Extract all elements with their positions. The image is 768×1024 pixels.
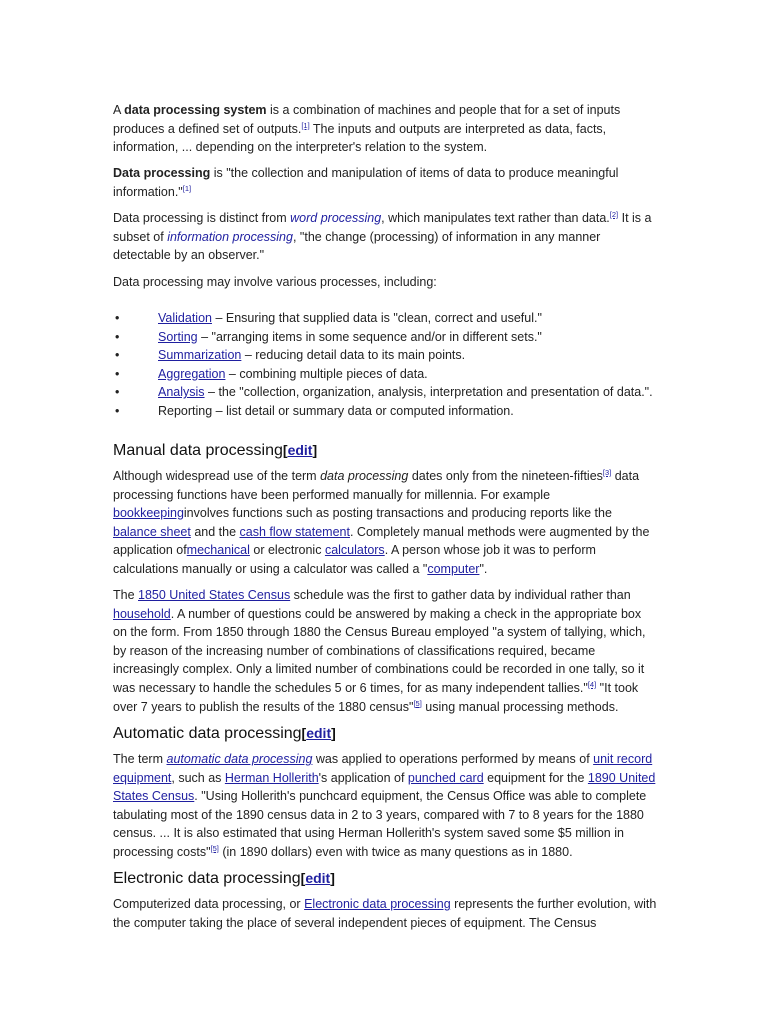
edit-link-manual[interactable]: edit [287, 442, 313, 458]
text: is "the collection and manipulation of items of data to produce meaningful information." [113, 166, 619, 199]
link-punched-card[interactable]: punched card [407, 770, 484, 785]
link-validation[interactable]: Validation [158, 311, 212, 325]
list-item-analysis: • Analysis – the "collection, organization, analysis, interpretation and presentation of data.". [113, 383, 661, 402]
citation-4[interactable]: [4] [587, 679, 597, 689]
edit-link-automatic[interactable]: edit [306, 725, 332, 741]
manual-paragraph-1: Although widespread use of the term data processing dates only from the nineteen-fifties[3] data processing functions have been performed manually for millennia. For example bookkeepinginvolves functions such as posting transactions and producing reports like the balance sheet and the cash flow statement. Completely manual methods were augmented by the application ofmechanical or electronic calculators. A person whose job it was to perform calculations manually or using a calculator was called a "computer". [113, 468, 650, 576]
link-word-processing[interactable]: word processing [290, 211, 382, 225]
link-1850-census[interactable]: 1850 United States Census [138, 588, 291, 602]
heading-electronic: Electronic data processing[edit] [113, 870, 335, 887]
heading-automatic: Automatic data processing[edit] [113, 725, 336, 742]
bullet: • [115, 348, 120, 363]
list-item-sorting: • Sorting – "arranging items in some sequence and/or in different sets." [113, 328, 661, 347]
link-mechanical[interactable]: mechanical [186, 543, 250, 558]
intro-paragraph-1 [113, 101, 633, 157]
link-1890-census[interactable]: 1890 United States Census [113, 770, 656, 804]
process-list [113, 309, 661, 421]
list-item-aggregation: • Aggregation – combining multiple pieces of data. [113, 365, 661, 384]
citation-3[interactable]: [3] [602, 468, 612, 477]
text: Data processing is distinct from [113, 211, 291, 225]
automatic-paragraph-1: The term automatic data processing was applied to operations performed by means of unit record equipment, such as Herman Hollerith's application of punched card equipment for the 1890 United States Census. "Using Hollerith's punchcard equipment, the Census Office was able to complete tabulating most of the 1890 census data in 2 to 3 years, compared with 7 to 8 years for the 1880 census. ... It is also estimated that using Herman Hollerith's system saved some $5 million in processing costs"[5] (in 1890 dollars) even with twice as many questions as in 1880. [113, 752, 656, 859]
link-analysis[interactable]: Analysis [158, 385, 205, 400]
bullet: • [115, 403, 120, 418]
italic-term: data processing [320, 469, 409, 483]
edit-section-electronic: [edit] [300, 870, 335, 886]
bullet: • [115, 366, 120, 381]
link-bookkeeping[interactable]: bookkeeping [113, 506, 184, 521]
intro-paragraph-2 [113, 164, 633, 201]
link-computer[interactable]: computer [427, 561, 480, 576]
text: It is a subset of [113, 211, 652, 244]
list-item-reporting: • Reporting – list detail or summary data or computed information. [113, 402, 661, 421]
link-herman-hollerith[interactable]: Herman Hollerith [224, 770, 319, 785]
link-unit-record-equipment[interactable]: unit record equipment [113, 752, 653, 785]
edit-section-manual: [edit] [282, 442, 318, 458]
citation-5[interactable]: [5] [413, 698, 422, 708]
citation-2[interactable]: [2] [609, 210, 619, 219]
manual-paragraph-2: The 1850 United States Census schedule was the first to gather data by individual rather than household. A number of questions could be answered by making a check in the appropriate box on the form. From 1850 through 1880 the Census Bureau employed "a system of tallying, which, by reason of the increasing number of combinations of classifications required, became increasingly complex. Only a limited number of combinations could be recorded in one tally, so it was necessary to handle the schedules 5 or 6 times, for as many independent tallies."[4] "It took over 7 years to publish the results of the 1880 census"[5] using manual processing methods. [113, 588, 646, 714]
link-summarization[interactable]: Summarization [158, 348, 242, 363]
electronic-paragraph-1: Computerized data processing, or Electronic data processing represents the further evolution, with the computer taking the place of several independent pieces of equipment. The Census [113, 897, 657, 930]
bullet: • [115, 329, 120, 344]
intro-paragraph-4: Data processing may involve various processes, including: [113, 275, 437, 289]
citation-5[interactable]: [5] [210, 843, 219, 853]
citation-1[interactable]: [1] [301, 120, 310, 130]
link-household[interactable]: household [113, 606, 171, 621]
link-cash-flow-statement[interactable]: cash flow statement [239, 524, 350, 539]
edit-section-automatic: [edit] [301, 725, 336, 741]
text: , which manipulates text rather than data. [381, 211, 610, 225]
heading-manual: Manual data processing[edit] [113, 442, 318, 459]
link-calculators[interactable]: calculators [324, 543, 385, 558]
text: A [113, 103, 125, 117]
text: , "the change (processing) of information in any manner detectable by an observer." [113, 229, 601, 263]
link-electronic-data-processing[interactable]: Electronic data processing [304, 897, 451, 911]
link-information-processing[interactable]: information processing [167, 229, 293, 244]
link-balance-sheet[interactable]: balance sheet [113, 524, 191, 539]
list-item-validation: • Validation – Ensuring that supplied data is "clean, correct and useful." [113, 309, 661, 328]
link-sorting[interactable]: Sorting [158, 329, 198, 344]
bold-term: data processing system [124, 103, 267, 117]
link-aggregation[interactable]: Aggregation [158, 366, 226, 381]
bullet: • [115, 385, 120, 400]
citation-1[interactable]: [1] [182, 183, 192, 193]
text: is a combination of machines and people that for a set of inputs produces a defined set of outputs. [113, 103, 621, 136]
text: The inputs and outputs are interpreted as data, facts, information, ... depending on the interpreter's relation to the system. [113, 121, 607, 155]
intro-paragraph-3 [113, 209, 658, 265]
list-item-summarization: • Summarization – reducing detail data to its main points. [113, 346, 661, 365]
bold-term: Data processing [113, 166, 211, 180]
edit-link-electronic[interactable]: edit [305, 870, 331, 886]
bullet: • [115, 311, 120, 325]
link-automatic-data-processing[interactable]: automatic data processing [166, 752, 313, 766]
